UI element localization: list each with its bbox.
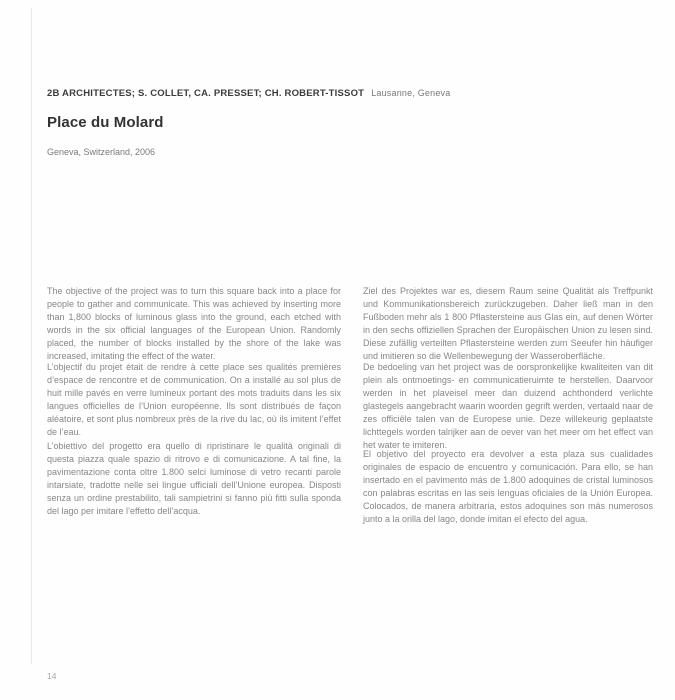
paragraph-english: The objective of the project was to turn this square back into a place for people to gather and communicate. This was achieved by inserting more than 1,800 blocks of luminous glass into the ground, each etched with words in the six official languages of the European Union. Randomly placed, the number of blocks installed by the shore of the lake was increased, imitating the effect of the water. xyxy=(47,286,341,361)
architects-credit-line xyxy=(47,88,450,99)
paragraph-spanish: El objetivo del proyecto era devolver a esta plaza sus cualidades originales de espacio de encuentro y comunicación. Para ello, se han insertado en el pavimento más de 1.800 adoquines de cristal luminosos con palabras escritas en las seis lenguas oficiales de la Unión Europea. Colocados, de manera arbitraria, estos adoquines son más numerosos junto a la orilla del lago, donde imitan el efecto del agua. xyxy=(363,449,653,524)
architects-location: Lausanne, Geneva xyxy=(371,88,451,98)
left-margin-rule xyxy=(31,8,32,664)
project-subtitle: Geneva, Switzerland, 2006 xyxy=(47,147,156,157)
page-number: 14 xyxy=(47,671,57,681)
paragraph-german: Ziel des Projektes war es, diesem Raum seine Qualität als Treffpunkt und Kommunikationsbereich zurückzugeben. Daher ließ man in den Fußboden mehr als 1 800 Pflastersteine aus Glas ein, auf denen Wörter in den sechs offiziellen Sprachen der Europäischen Union zu lesen sind. Diese zufällig verteilten Pflastersteine werden zum Seeufer hin häufiger und imitieren so die Wellenbewegung der Wasseroberfläche. xyxy=(363,286,653,361)
paragraph-dutch: De bedoeling van het project was de oorspronkelijke kwaliteiten van dit plein als ontmoetings- en communicatieruimte te herstellen. Daarvoor werden in het plaveisel meer dan duizend achthonderd verlichte glastegels aangebracht waarin woorden gegrift werden, vertaald naar de zes officiële talen van de Europese unie. Deze willekeurig geplaatste lichttegels worden talrijker aan de oever van het meer om het effect van het water te imiteren. xyxy=(363,362,653,450)
architects-names: 2B ARCHITECTES; S. COLLET, CA. PRESSET; CH. ROBERT-TISSOT xyxy=(47,88,365,99)
project-title: Place du Molard xyxy=(47,114,164,131)
paragraph-french: L’objectif du projet était de rendre à cette place ses qualités premières d’espace de rencontre et de communication. On a installé au sol plus de huit mille pavés en verre lumineux portant des mots traduits dans les six langues officielles de l’Union européenne. Ils sont distribués de façon aléatoire, et sont plus nombreux près de la rive du lac, où ils imitent l’effet de l’eau. xyxy=(47,362,341,437)
paragraph-italian: L’obiettivo del progetto era quello di ripristinare le qualità originali di questa piazza quale spazio di ritrovo e di comunicazione. A tal fine, la pavimentazione conta oltre 1.800 selci luminose di vetro recanti parole intarsiate, tradotte nelle sei lingue ufficiali dell’Unione europea. Disposti senza un ordine prestabilito, tali sampietrini si fanno più fitti sulla sponda del lago per imitare l’effetto dell’acqua. xyxy=(47,441,341,516)
